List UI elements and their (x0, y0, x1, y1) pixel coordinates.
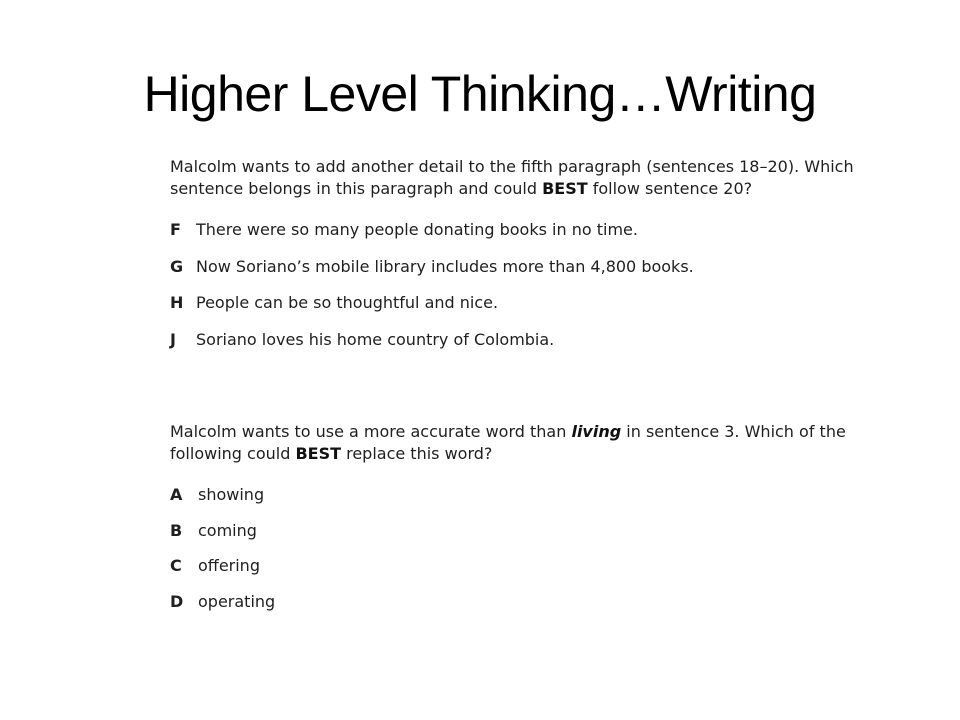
stem-text: Malcolm wants to add another detail to the fifth paragraph (sentences 18–20). Which sentence belongs in this paragraph and could (170, 157, 854, 198)
choice-text: operating (198, 591, 276, 611)
question-1 (170, 156, 870, 366)
choice-letter: G (170, 256, 184, 276)
question-stem (170, 421, 870, 465)
stem-text: replace this word? (341, 444, 493, 463)
choice-text: Now Soriano’s mobile library includes more than 4,800 books. (196, 256, 694, 276)
answer-choice-a (170, 485, 870, 521)
answer-choice-c (170, 556, 870, 592)
answer-choice-f (170, 220, 870, 257)
stem-text: follow sentence 20? (587, 179, 753, 198)
choice-text: coming (198, 520, 257, 540)
choice-letter: C (170, 556, 182, 575)
choice-text: showing (198, 485, 265, 504)
choice-text: offering (198, 556, 260, 575)
stem-text: Malcolm wants to use a more accurate word than (170, 422, 572, 441)
choice-text: There were so many people donating books in no time. (196, 220, 638, 239)
slide-title: Higher Level Thinking…Writing (143, 66, 817, 122)
choice-text: Soriano loves his home country of Colombia. (196, 329, 555, 349)
choice-letter: J (170, 329, 176, 349)
choice-letter: F (170, 220, 181, 239)
question-2 (170, 421, 870, 627)
choice-letter: B (170, 520, 183, 540)
choice-letter: H (170, 293, 184, 312)
question-stem (170, 156, 870, 200)
answer-choice-j (170, 330, 870, 367)
choice-letter: D (170, 591, 184, 611)
choice-letter: A (170, 485, 183, 504)
answer-choice-h (170, 293, 870, 330)
answer-choice-b (170, 521, 870, 557)
choice-text: People can be so thoughtful and nice. (196, 293, 499, 312)
answer-choice-d (170, 592, 870, 628)
stem-emphasis-word: living (571, 422, 622, 441)
stem-emphasis: BEST (295, 444, 341, 463)
answer-choice-g (170, 257, 870, 294)
stem-text: in sentence 3. Which of the following could (170, 422, 846, 463)
stem-emphasis: BEST (542, 179, 588, 198)
